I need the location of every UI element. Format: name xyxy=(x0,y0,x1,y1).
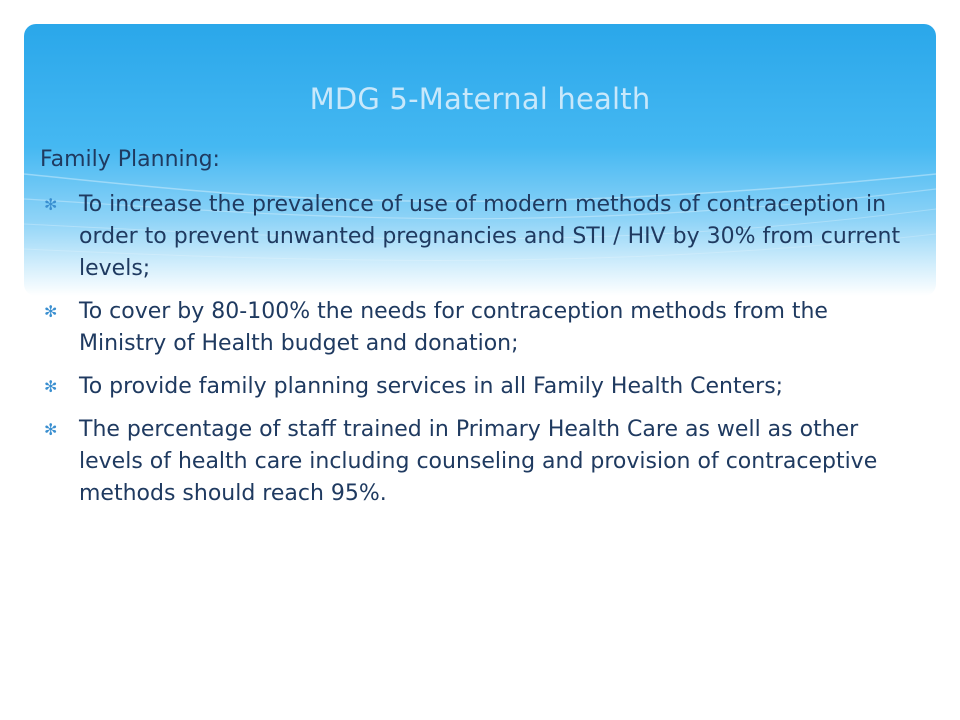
bullet-item xyxy=(40,414,920,510)
bullet-text: To increase the prevalence of use of modern methods of contraception in order to prevent unwanted pregnancies and STI / HIV by 30% from current levels; xyxy=(79,192,901,281)
slide-title: MDG 5-Maternal health xyxy=(309,82,651,116)
asterisk-bullet-icon: ✻ xyxy=(44,420,58,439)
bullet-text: To cover by 80-100% the needs for contraception methods from the Ministry of Health budget and donation; xyxy=(79,299,828,356)
bullet-item xyxy=(40,371,920,403)
bullet-text: The percentage of staff trained in Primary Health Care as well as other levels of health care including counseling and provision of contraceptive methods should reach 95%. xyxy=(79,417,878,506)
section-heading: Family Planning: xyxy=(40,147,220,172)
asterisk-bullet-icon: ✻ xyxy=(44,302,58,321)
asterisk-bullet-icon: ✻ xyxy=(44,377,58,396)
bullet-item xyxy=(40,296,920,360)
asterisk-bullet-icon: ✻ xyxy=(44,195,58,214)
bullet-item xyxy=(40,189,920,285)
bullet-text: To provide family planning services in all Family Health Centers; xyxy=(79,374,784,399)
slide-content xyxy=(40,144,920,521)
